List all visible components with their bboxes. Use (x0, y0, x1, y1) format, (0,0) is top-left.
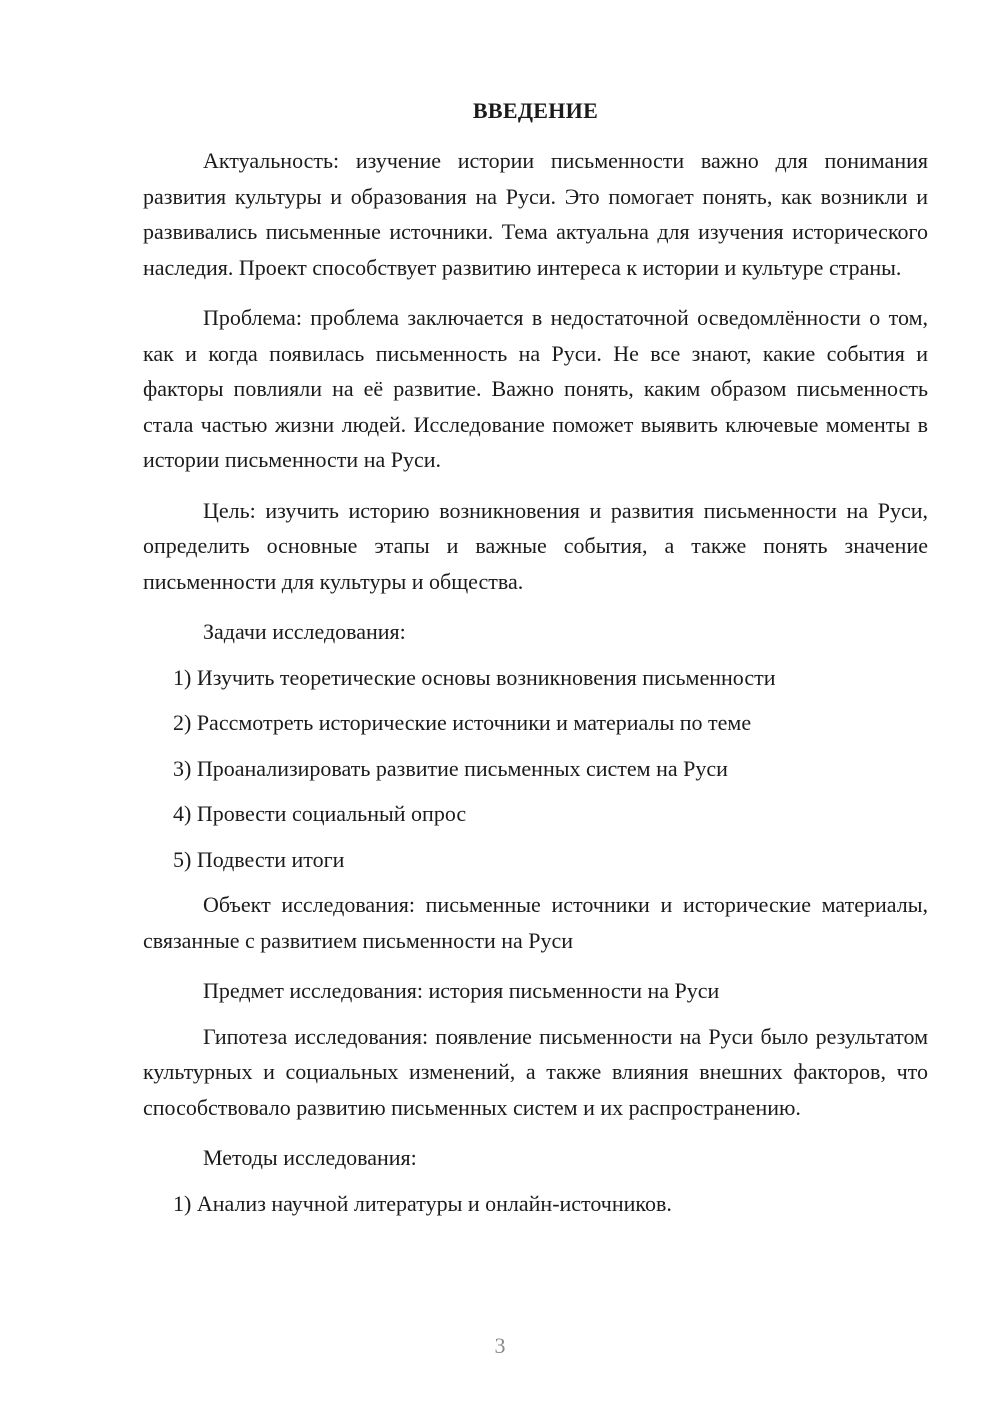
methods-list (143, 1186, 928, 1222)
object-paragraph: Объект исследования: письменные источники и исторические материалы, связанные с развитием письменности на Руси (143, 892, 928, 953)
goal-paragraph: Цель: изучить историю возникновения и развития письменности на Руси, определить основные этапы и важные события, а также понять значение письменности для культуры и общества. (143, 497, 928, 594)
subject-paragraph: Предмет исследования: история письменности на Руси (203, 978, 720, 1003)
relevance-paragraph: Актуальность: изучение истории письменности важно для понимания развития культуры и образования на Руси. Это помогает понять, как возникли и развивались письменные источники. Тема актуальна для изучения исторического наследия. Проект способствует развитию интереса к истории и культуре страны. (143, 148, 928, 280)
page-content (143, 93, 928, 1231)
methods-heading: Методы исследования: (203, 1145, 417, 1170)
section-heading: ВВЕДЕНИЕ (472, 98, 599, 123)
problem-paragraph: Проблема: проблема заключается в недостаточной осведомлённости о том, как и когда появилась письменность на Руси. Не все знают, какие события и факторы повлияли на её развитие. Важно понять, каким образом письменность стала частью жизни людей. Исследование поможет выявить ключевые моменты в истории письменности на Руси. (143, 305, 928, 472)
task-item: 1) Изучить теоретические основы возникновения письменности (173, 664, 776, 690)
tasks-list (143, 660, 928, 878)
task-item: 2) Рассмотреть исторические источники и материалы по теме (173, 710, 752, 735)
task-item: 4) Провести социальный опрос (173, 801, 467, 826)
task-item: 3) Проанализировать развитие письменных систем на Руси (173, 755, 728, 781)
hypothesis-paragraph: Гипотеза исследования: появление письменности на Руси было результатом культурных и социальных изменений, а также влияния внешних факторов, что способствовало развитию письменных систем и их распространению. (143, 1023, 928, 1120)
method-item: 1) Анализ научной литературы и онлайн-источников. (173, 1190, 672, 1216)
task-item: 5) Подвести итоги (173, 846, 345, 872)
tasks-heading: Задачи исследования: (203, 619, 406, 644)
page-number: 3 (494, 1333, 506, 1358)
